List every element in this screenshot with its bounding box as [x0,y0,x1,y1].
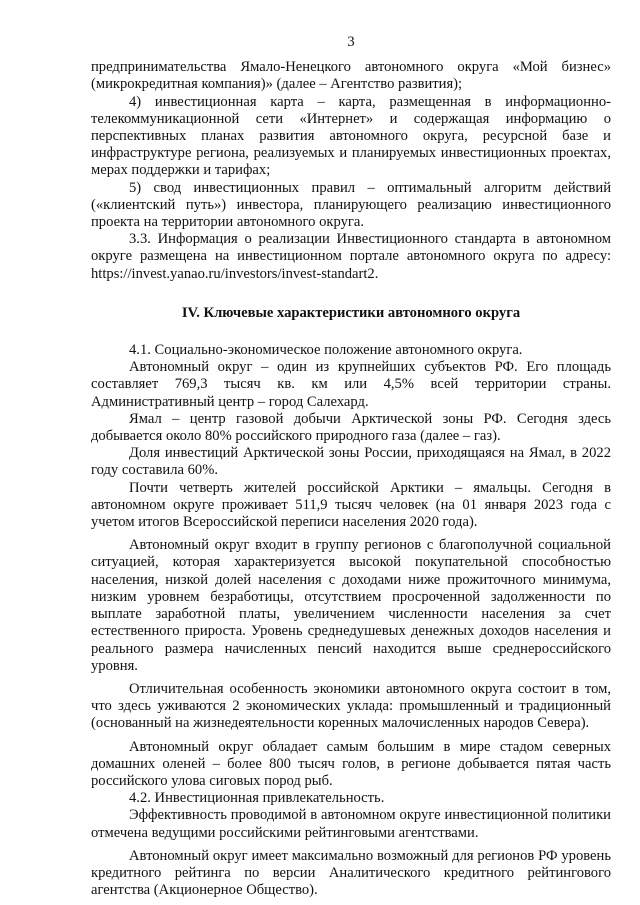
paragraph-policy-efficiency: Эффективность проводимой в автономном округе инвестиционной политики отмечена ведущими российскими рейтинговыми агентствами. [91,807,611,841]
paragraph-reindeer: Автономный округ обладает самым большим в мире стадом северных домашних оленей – более 800 тысяч голов, в регионе добывается пятая часть российского улова сиговых пород рыб. [91,738,611,789]
paragraph-investment-attractiveness-title: 4.2. Инвестиционная привлекательность. [129,790,385,807]
page-number: 3 [347,34,355,50]
paragraph-economic-structure: Отличительная особенность экономики автономного округа состоит в том, что здесь уживаются 2 экономических уклада: промышленный и традиционный (основанный на жизнедеятельности коренных малочисленных народов Севера). [91,680,611,732]
paragraph-social-situation: Автономный округ входит в группу регионов с благополучной социальной ситуацией, которая характеризуется высокой покупательной способностью населения, низкой долей населения с доходами ниже прожиточного минимума, низким уровнем безработицы, отсутствием просроченной задолженности по выплате заработной платы, увеличением численности населения за счет естественного прироста. Уровень среднедушевых денежных доходов населения и реального размера начисленных пенсий находится выше среднероссийского уровня. [91,537,611,674]
paragraph-gas-production: Ямал – центр газовой добычи Арктической зоны РФ. Сегодня здесь добывается около 80% российского природного газа (далее – газ). [91,410,611,445]
paragraph-investment-share: Доля инвестиций Арктической зоны России, приходящаяся на Ямал, в 2022 году составила 60%. [91,445,611,479]
paragraph-agency-definition: предпринимательства Ямало-Ненецкого автономного округа «Мой бизнес» (микрокредитная компания)» (далее – Агентство развития); [91,59,611,93]
paragraph-population: Почти четверть жителей российской Арктики – ямальцы. Сегодня в автономном округе проживает 511,9 тысяч человек (на 01 января 2023 года с учетом итогов Всероссийской переписи населения 2020 года). [91,479,611,531]
paragraph-investment-rules: 5) свод инвестиционных правил – оптимальный алгоритм действий («клиентский путь») инвестора, планирующего реализацию инвестиционного проекта на территории автономного округа. [91,179,611,231]
document-page [91,34,611,899]
paragraph-socioeconomic-title: 4.1. Социально-экономическое положение автономного округа. [129,342,523,359]
paragraph-credit-rating: Автономный округ имеет максимально возможный для регионов РФ уровень кредитного рейтинга по версии Аналитического кредитного рейтингового агентства (Акционерное Общество). [91,847,611,899]
paragraph-area: Автономный округ – один из крупнейших субъектов РФ. Его площадь составляет 769,3 тысяч кв. км или 4,5% всей территории страны. Административный центр – город Салехард. [91,359,611,410]
section-heading: IV. Ключевые характеристики автономного округа [181,304,521,321]
paragraph-investment-map: 4) инвестиционная карта – карта, размещенная в информационно-телекоммуникационной сети «Интернет» и содержащая информацию о перспективных планах развития автономного округа, ресурсной базе и инфраструктуре региона, реализуемых и планируемых инвестиционных проектах, мерах поддержки и тарифах; [91,93,611,179]
paragraph-portal-info: 3.3. Информация о реализации Инвестиционного стандарта в автономном округе размещена на инвестиционном портале автономного округа по адресу: https://invest.yanao.ru/investors/invest-standart2. [91,231,611,282]
